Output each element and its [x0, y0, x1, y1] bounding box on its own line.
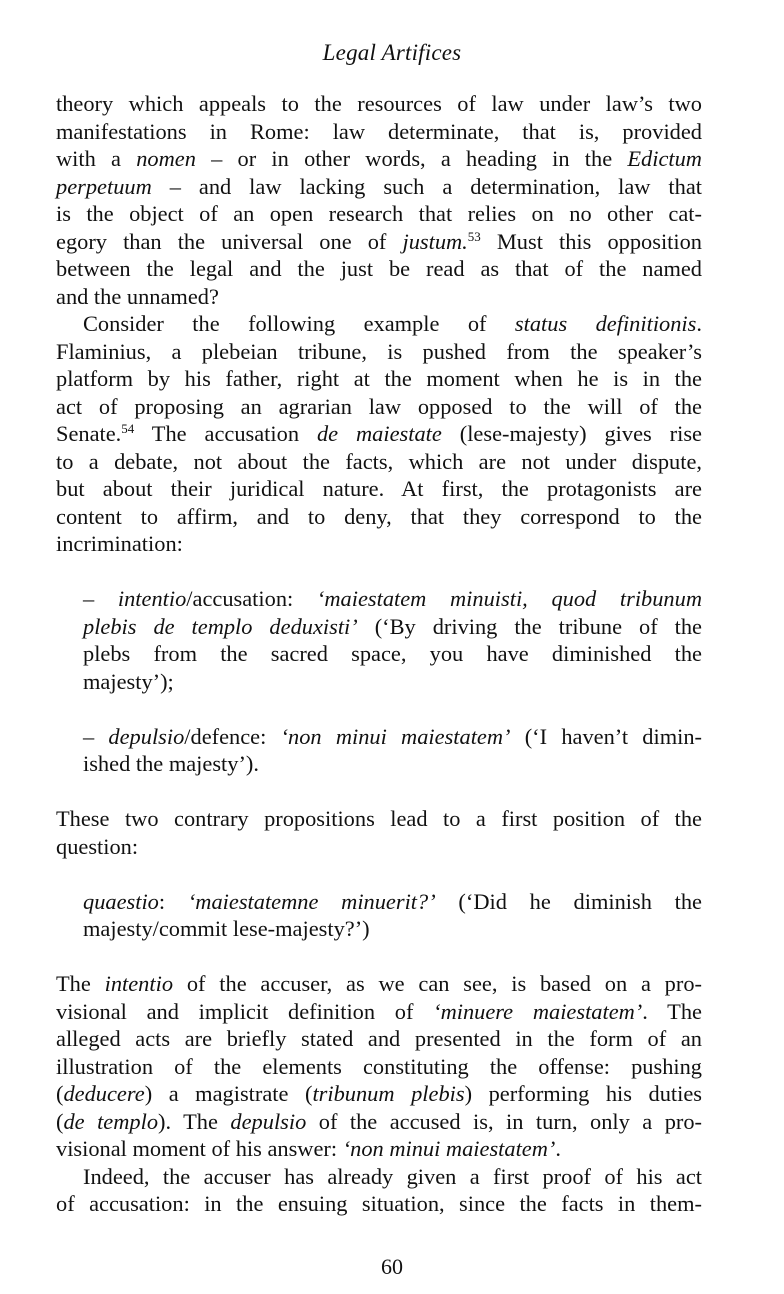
running-head: Legal Artifices	[322, 40, 462, 65]
italic-term: ‘non minui maiestatem’	[280, 723, 511, 749]
text-line	[83, 585, 702, 613]
text-run: Consider the following example of	[83, 311, 515, 336]
text-run: The accusation	[134, 421, 317, 446]
spacer	[56, 860, 702, 888]
text-run: /defence:	[184, 723, 281, 749]
italic-term: depulsio	[230, 1108, 307, 1134]
text-run: –	[83, 586, 118, 611]
block-quote-depulsio	[56, 723, 702, 778]
text-run: ). The	[158, 1108, 231, 1134]
italic-term: ‘minuere maiestatem’	[433, 998, 643, 1024]
text-line: platform by his father, right at the moment when he is in the	[56, 366, 702, 391]
italic-term: tribunum plebis	[312, 1081, 465, 1106]
italic-term: ‘maiestatem minuisti, quod tribunum	[316, 586, 702, 611]
text-run: of the accuser, as we can see, is based on a pro-	[173, 971, 702, 996]
text-line: Flaminius, a plebeian tribune, is pushed from the speaker’s	[56, 338, 702, 364]
text-run: –	[83, 723, 109, 749]
italic-term: justum.	[402, 228, 468, 254]
text-run: ) a magistrate (	[144, 1081, 313, 1106]
text-run: visional and implicit definition of	[56, 998, 434, 1024]
page-body	[56, 90, 702, 1218]
text-line: alleged acts are briefly stated and presented in the form of an	[56, 1026, 702, 1051]
italic-term: perpetuum	[56, 173, 152, 199]
text-line	[83, 888, 702, 916]
text-line	[56, 970, 702, 998]
paragraph-2	[56, 310, 702, 558]
text-run: egory than the universal one of	[56, 228, 403, 254]
text-line: to a debate, not about the facts, which are not under dispute,	[56, 448, 702, 474]
italic-term: ‘non minui maiestatem’	[342, 1136, 556, 1161]
text-line: content to affirm, and to deny, that they correspond to the	[56, 503, 702, 529]
italic-term: Edictum	[627, 146, 702, 171]
italic-term: intentio	[117, 586, 187, 611]
text-line: majesty’);	[83, 668, 174, 694]
italic-term: de maiestate	[316, 421, 442, 446]
text-run: :	[158, 888, 188, 914]
paragraph-3	[56, 805, 702, 860]
text-run: .	[555, 1136, 561, 1161]
text-run: /accusation:	[186, 586, 317, 611]
page-number: 60	[381, 1254, 403, 1279]
text-line: and the unnamed?	[56, 283, 219, 309]
italic-term: nomen	[136, 146, 196, 171]
text-line	[83, 723, 702, 751]
text-line: act of proposing an agrarian law opposed to the will of the	[56, 393, 702, 419]
spacer	[56, 558, 702, 586]
text-run: . The	[642, 998, 702, 1024]
italic-term: plebis de templo deduxisti’	[83, 613, 358, 639]
text-line: plebs from the sacred space, you have diminished the	[83, 641, 702, 666]
footnote-ref-54[interactable]: 54	[121, 421, 135, 436]
text-line: incrimination:	[56, 531, 183, 556]
spacer	[56, 943, 702, 971]
text-line	[56, 228, 702, 256]
text-run: ) performing his duties	[464, 1081, 702, 1106]
text-line: theory which appeals to the resources of law under law’s two	[56, 91, 702, 116]
text-line	[56, 310, 702, 338]
text-run: (‘By driving the tribune of the	[357, 613, 702, 639]
text-line	[56, 1108, 702, 1136]
text-line: between the legal and the just be read as that of the named	[56, 256, 702, 281]
text-run: – or in other words, a heading in the	[195, 146, 628, 171]
text-line	[56, 1080, 702, 1108]
paragraph-1	[56, 90, 702, 310]
text-run: Must this opposition	[480, 228, 702, 254]
text-line	[56, 420, 702, 448]
text-line	[56, 998, 702, 1026]
text-line: ished the majesty’).	[83, 751, 259, 776]
text-run: .	[696, 311, 702, 336]
spacer	[56, 695, 702, 723]
text-run: (	[56, 1081, 64, 1106]
spacer	[56, 778, 702, 806]
italic-term: intentio	[104, 971, 174, 996]
text-line: majesty/commit lese-majesty?’)	[83, 916, 370, 941]
text-line: is the object of an open research that relies on no other cat-	[56, 201, 702, 226]
text-run: (lese-majesty) gives rise	[441, 421, 702, 446]
text-line: of accusation: in the ensuing situation, since the facts in them-	[56, 1191, 702, 1216]
text-line: Indeed, the accuser has already given a first proof of his act	[83, 1163, 702, 1189]
text-run: Senate.	[56, 421, 122, 446]
italic-term: status definitionis	[514, 311, 697, 336]
italic-term: quaestio	[83, 888, 159, 914]
italic-term: de templo	[63, 1108, 159, 1134]
text-line: question:	[56, 833, 139, 859]
text-line	[56, 173, 702, 201]
text-run: The	[56, 971, 105, 996]
text-run: visional moment of his answer:	[56, 1136, 343, 1161]
block-quote-intentio	[56, 585, 702, 695]
text-line	[56, 1135, 702, 1163]
text-run: (	[56, 1108, 64, 1134]
italic-term: depulsio	[108, 723, 185, 749]
text-run: – and law lacking such a determination, law that	[151, 173, 702, 199]
block-quote-quaestio	[56, 888, 702, 943]
italic-term: ‘maiestatemne minuerit?’	[187, 888, 436, 914]
paragraph-5	[56, 1163, 702, 1218]
paragraph-4	[56, 970, 702, 1163]
text-run: with a	[56, 146, 137, 171]
text-line: manifestations in Rome: law determinate, that is, provided	[56, 118, 702, 144]
text-line: but about their juridical nature. At first, the protagonists are	[56, 476, 702, 501]
text-line	[83, 613, 702, 641]
text-line: illustration of the elements constituting the offense: pushing	[56, 1053, 702, 1079]
text-line: These two contrary propositions lead to a first position of the	[56, 806, 702, 831]
text-run: (‘I haven’t dimin-	[510, 723, 702, 749]
footnote-ref-53[interactable]: 53	[467, 228, 481, 244]
text-run: of the accused is, in turn, only a pro-	[306, 1108, 703, 1134]
italic-term: deducere	[63, 1081, 145, 1106]
text-run: (‘Did he diminish the	[435, 888, 702, 914]
text-line	[56, 145, 702, 173]
